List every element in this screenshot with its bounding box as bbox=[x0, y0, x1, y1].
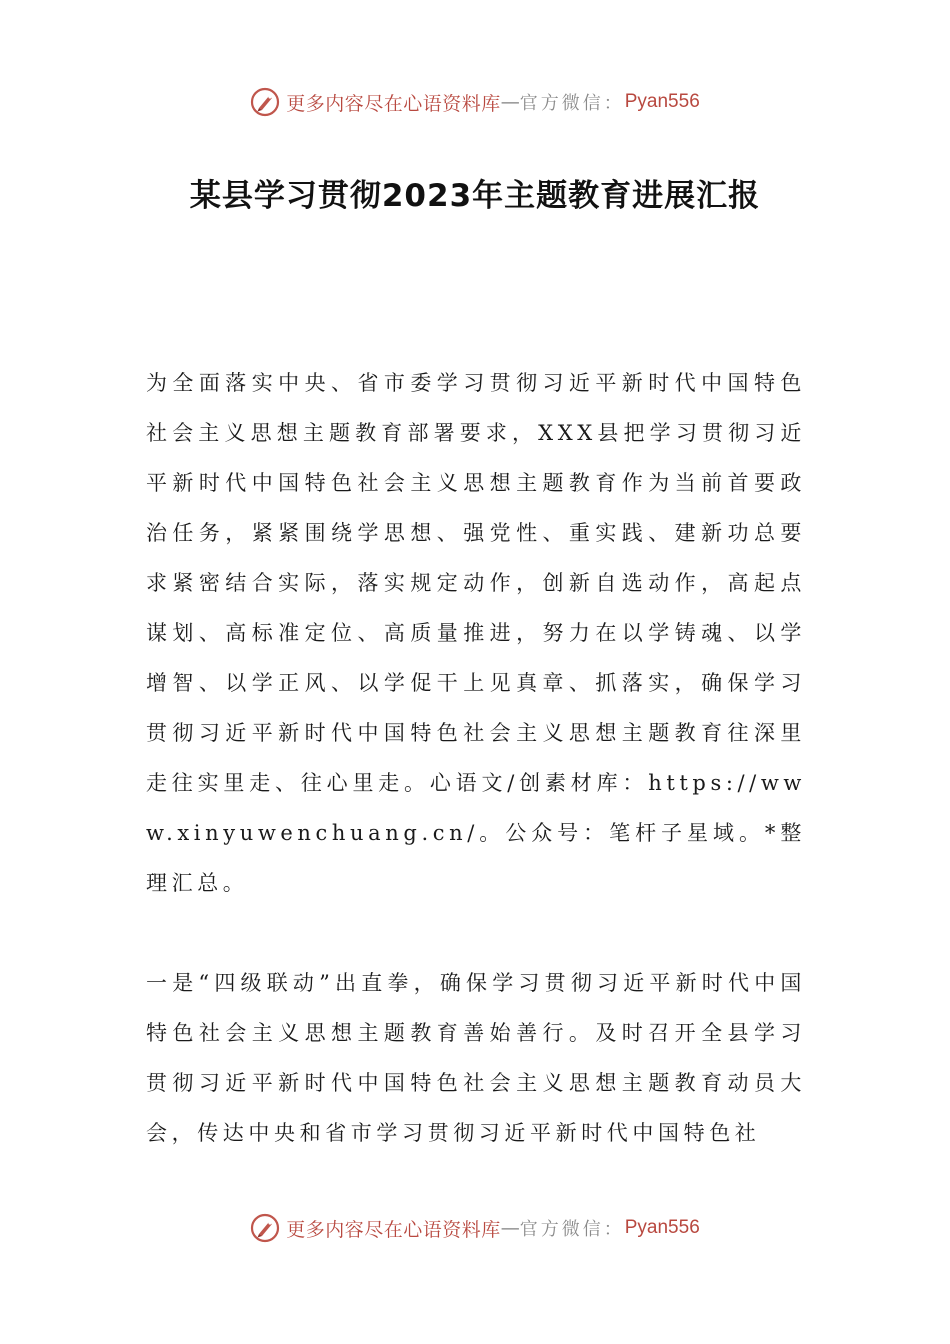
banner-wechat-id: Pyan556 bbox=[624, 1217, 700, 1238]
document-body bbox=[146, 358, 806, 1158]
banner-text: 更多内容尽在心语资料库 bbox=[286, 92, 501, 115]
banner-sub-label: 官方微信： bbox=[519, 1219, 625, 1240]
document-title: 某县学习贯彻2023年主题教育进展汇报 bbox=[189, 178, 761, 214]
pen-nib-logo-icon bbox=[250, 87, 280, 117]
banner-text: 更多内容尽在心语资料库 bbox=[286, 1218, 501, 1241]
banner-dash: — bbox=[500, 91, 520, 113]
footer-banner bbox=[0, 1208, 950, 1248]
pen-nib-logo-icon bbox=[250, 1213, 280, 1243]
paragraph-section-one: 一是“四级联动”出直拳，确保学习贯彻习近平新时代中国特色社会主义思想主题教育善始善行。及时召开全县学习贯彻习近平新时代中国特色社会主义思想主题教育动员大会，传达中央和省市学习贯彻习近平新时代中国特色社 bbox=[146, 971, 806, 1145]
banner-sub-label: 官方微信： bbox=[519, 93, 625, 114]
paragraph-intro: 为全面落实中央、省市委学习贯彻习近平新时代中国特色社会主义思想主题教育部署要求，XXX县把学习贯彻习近平新时代中国特色社会主义思想主题教育作为当前首要政治任务，紧紧围绕学思想、强党性、重实践、建新功总要求紧密结合实际，落实规定动作，创新自选动作，高起点谋划、高标准定位、高质量推进，努力在以学铸魂、以学增智、以学正风、以学促干上见真章、抓落实，确保学习贯彻习近平新时代中国特色社会主义思想主题教育往深里走往实里走、往心里走。心语文/创素材库：https://www.xinyuwenchuang.cn/。公众号：笔杆子星域。*整理汇总。 bbox=[146, 371, 806, 895]
banner-wechat-id: Pyan556 bbox=[624, 91, 700, 112]
banner-dash: — bbox=[500, 1217, 520, 1239]
header-banner bbox=[0, 82, 950, 122]
